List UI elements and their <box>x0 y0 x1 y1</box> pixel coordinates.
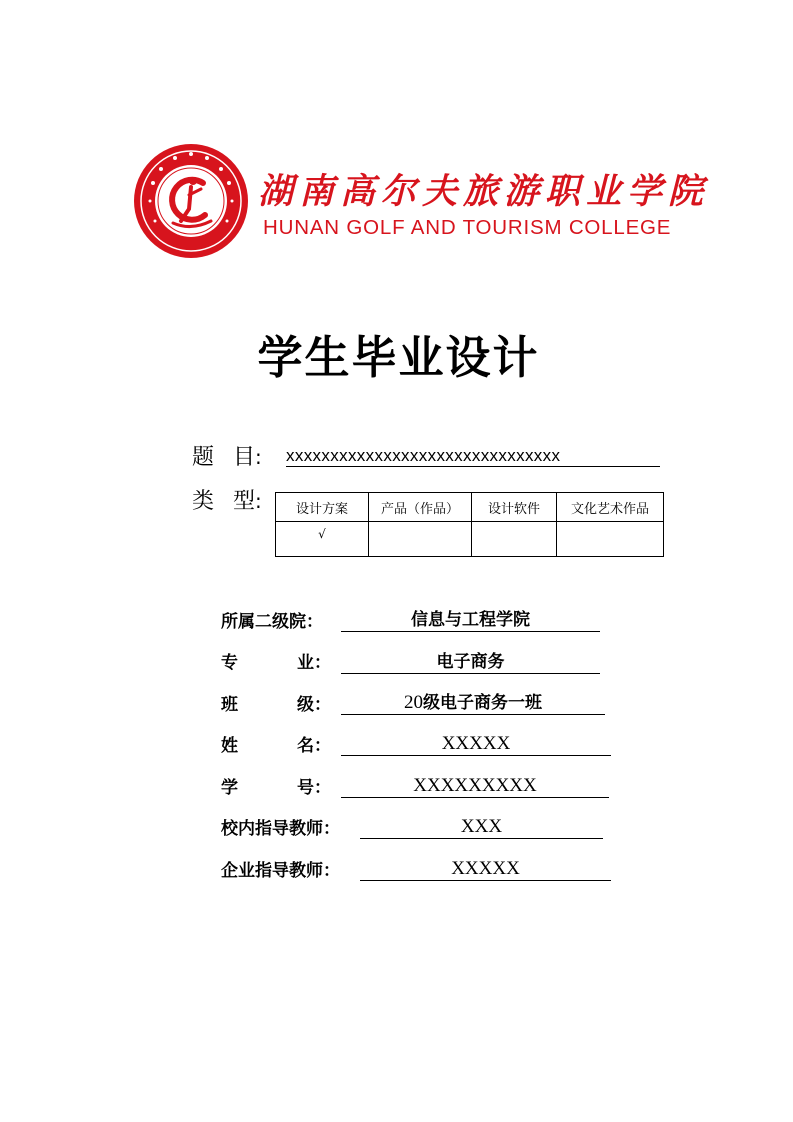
major-label-char-2: 业 <box>297 653 314 673</box>
type-check-design-software[interactable] <box>472 522 557 557</box>
enterprise-teacher-label-text: 企业指导教师 <box>221 861 323 881</box>
inner-teacher-value: XXX <box>360 816 603 839</box>
type-table <box>275 492 664 557</box>
topic-label <box>192 442 262 473</box>
type-col-design-plan: 设计方案 <box>276 493 369 522</box>
college-label-text: 所属二级院 <box>221 612 306 632</box>
class-colon: ： <box>314 695 331 715</box>
school-name-en: HUNAN GOLF AND TOURISM COLLEGE <box>263 216 672 239</box>
student-id-label <box>221 777 331 799</box>
class-label <box>221 694 331 716</box>
inner-teacher-colon: ： <box>323 819 340 839</box>
type-check-art-work[interactable] <box>557 522 664 557</box>
topic-colon: : <box>255 445 262 469</box>
class-value-year: 20 <box>404 692 423 713</box>
type-label-char-2: 型 <box>233 489 256 514</box>
class-label-char-1: 班 <box>221 695 238 715</box>
major-label-char-1: 专 <box>221 653 238 673</box>
major-colon: ： <box>314 653 331 673</box>
class-value-text: 级电子商务一班 <box>423 693 542 713</box>
type-colon: : <box>255 489 262 513</box>
student-id-colon: ： <box>314 778 331 798</box>
type-label <box>192 486 262 517</box>
name-label-char-2: 名 <box>297 736 314 756</box>
enterprise-teacher-colon: ： <box>323 861 340 881</box>
type-label-char-1: 类 <box>192 489 215 514</box>
college-value: 信息与工程学院 <box>341 609 600 632</box>
document-title: 学生毕业设计 <box>257 331 540 384</box>
enterprise-teacher-value: XXXXX <box>360 858 611 881</box>
major-label <box>221 652 331 674</box>
name-label-char-1: 姓 <box>221 736 238 756</box>
inner-teacher-label <box>221 818 340 840</box>
student-id-value: XXXXXXXXX <box>341 775 609 798</box>
name-value: XXXXX <box>341 733 611 756</box>
name-colon: ： <box>314 736 331 756</box>
school-name-cn: 湖南高尔夫旅游职业学院 <box>258 171 710 212</box>
type-col-design-software: 设计软件 <box>472 493 557 522</box>
inner-teacher-label-text: 校内指导教师 <box>221 819 323 839</box>
student-id-label-char-2: 号 <box>297 778 314 798</box>
type-col-art-work: 文化艺术作品 <box>557 493 664 522</box>
topic-label-char-1: 题 <box>192 445 215 470</box>
student-id-label-char-1: 学 <box>221 778 238 798</box>
class-value <box>341 692 605 715</box>
topic-label-char-2: 目 <box>233 445 256 470</box>
enterprise-teacher-label <box>221 860 340 882</box>
major-value: 电子商务 <box>341 651 600 674</box>
type-col-product: 产品（作品） <box>369 493 472 522</box>
type-check-row <box>276 522 664 557</box>
topic-value: xxxxxxxxxxxxxxxxxxxxxxxxxxxxxxx <box>286 446 660 467</box>
college-label <box>221 611 323 633</box>
college-seal-icon <box>133 143 249 259</box>
type-check-product[interactable] <box>369 522 472 557</box>
name-label <box>221 735 331 757</box>
college-colon: ： <box>306 612 323 632</box>
type-header-row <box>276 493 664 522</box>
class-label-char-2: 级 <box>297 695 314 715</box>
type-check-design-plan[interactable]: √ <box>276 522 369 557</box>
